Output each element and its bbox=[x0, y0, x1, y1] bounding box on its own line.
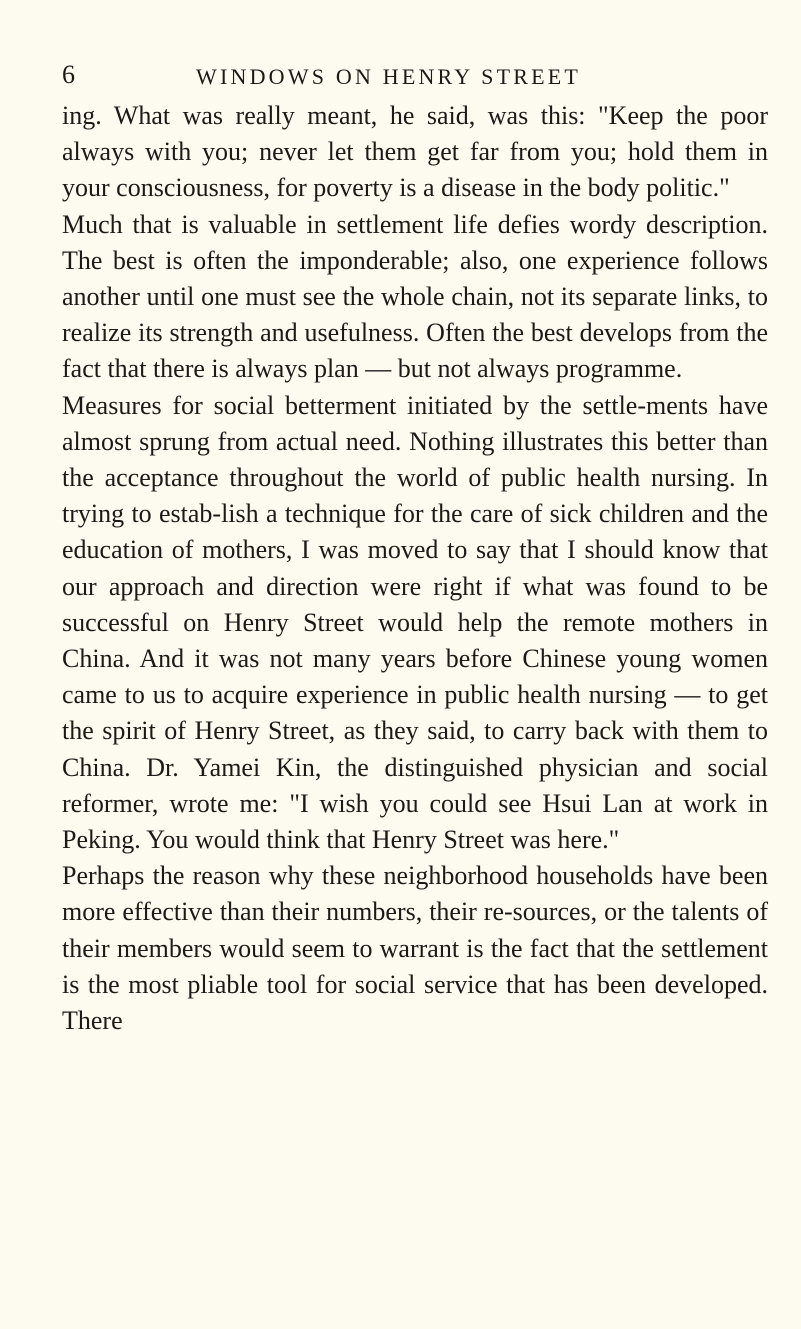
paragraph-social-betterment: Measures for social betterment initiated by the settle-ments have almost sprung from actual need. Nothing illustrates this better than the acceptance throughout the world of public health nursing. In trying to estab-lish a technique for the care of sick children and the education of mothers, I was moved to say that I should know that our approach and direction were right if what was found to be successful on Henry Street would help the remote mothers in China. And it was not many years before Chinese young women came to us to acquire experience in public health nursing — to get the spirit of Henry Street, as they said, to carry back with them to China. Dr. Yamei Kin, the distinguished physician and social reformer, wrote me: "I wish you could see Hsui Lan at work in Peking. You would think that Henry Street was here." bbox=[62, 390, 768, 855]
book-page bbox=[62, 62, 768, 1039]
paragraph-settlement-life: Much that is valuable in settlement life defies wordy description. The best is often the imponderable; also, one experience follows another until one must see the whole chain, not its separate links, to realize its strength and usefulness. Often the best develops from the fact that there is always plan — but not always programme. bbox=[62, 209, 768, 384]
page-number: 6 bbox=[62, 60, 75, 89]
paragraph-continuation: ing. What was really meant, he said, was this: "Keep the poor always with you; never let them get far from you; hold them in your consciousness, for poverty is a disease in the body politic." bbox=[62, 101, 768, 203]
paragraph-neighborhood-households: Perhaps the reason why these neighborhood households have been more effective than their numbers, their re-sources, or the talents of their members would seem to warrant is the fact that the settlement is the most pliable tool for social service that has been developed. There bbox=[62, 861, 768, 1036]
running-head bbox=[62, 62, 768, 98]
body-text bbox=[62, 98, 768, 1039]
running-title: WINDOWS ON HENRY STREET bbox=[196, 64, 582, 89]
